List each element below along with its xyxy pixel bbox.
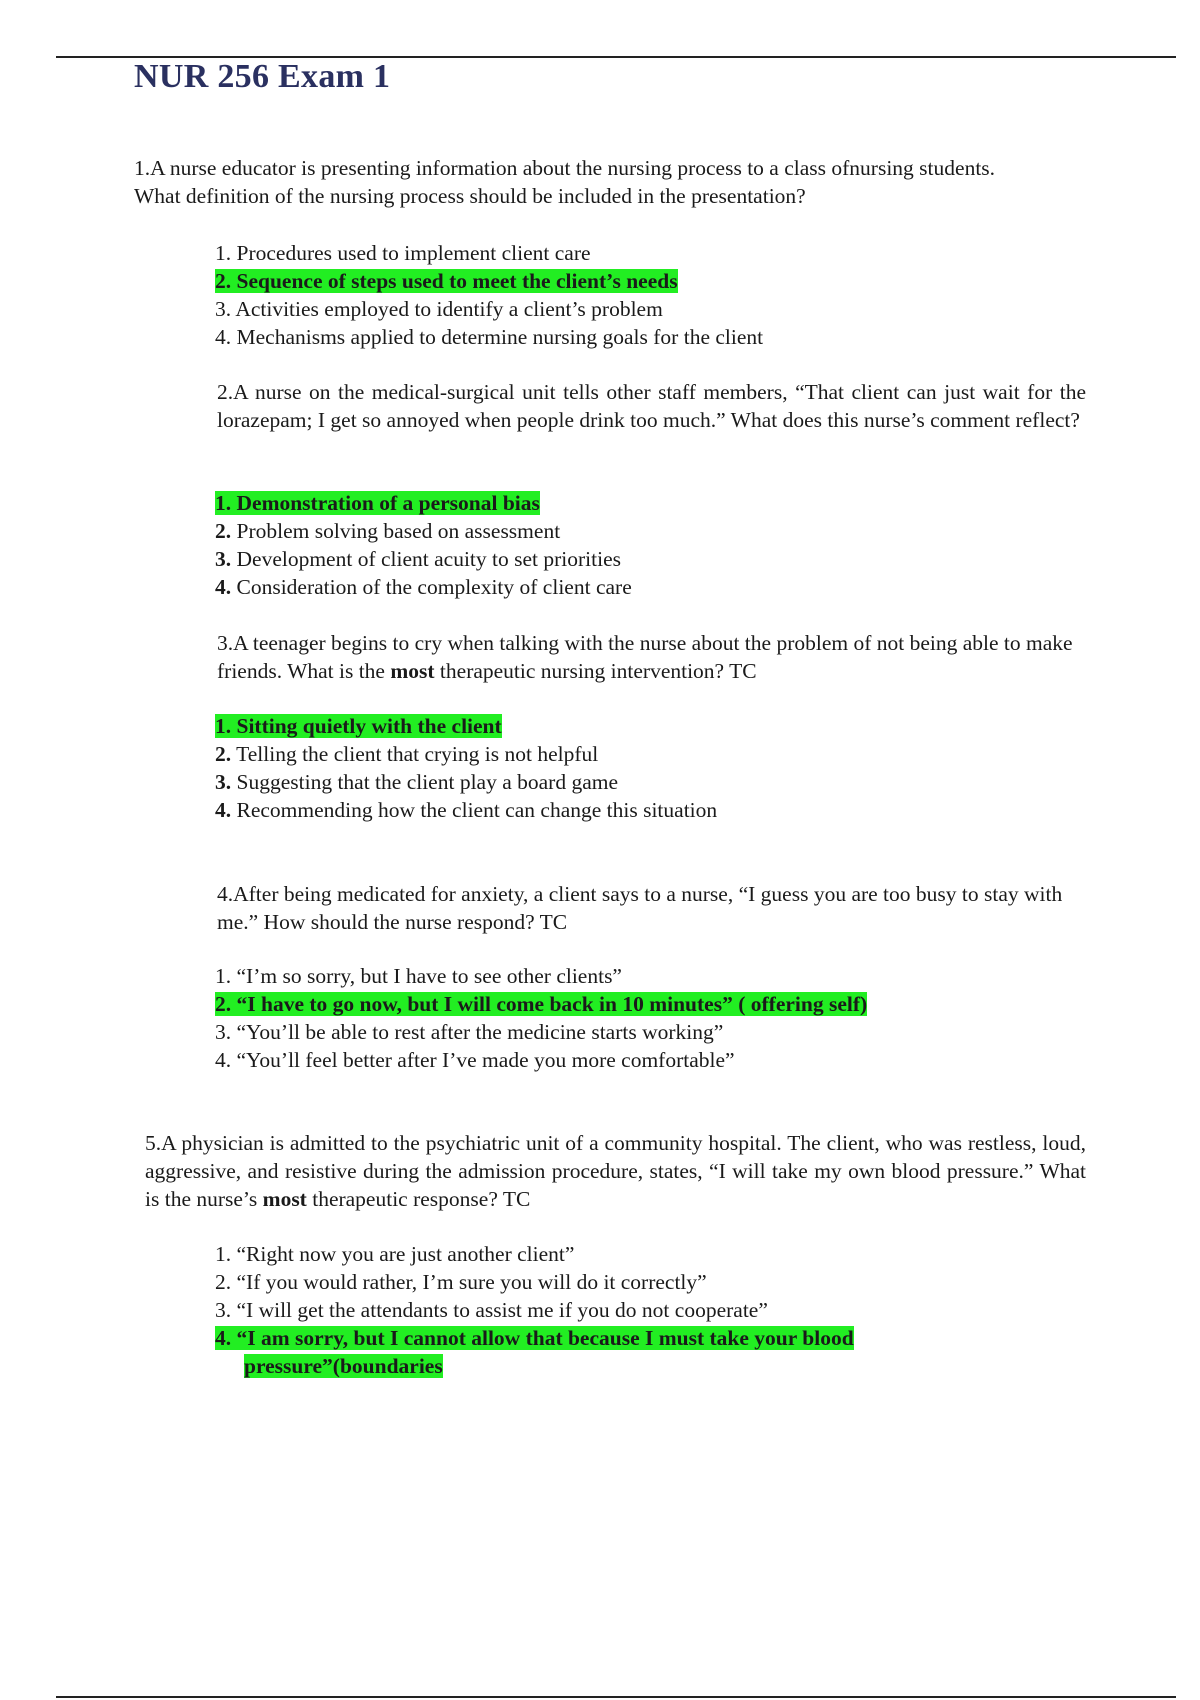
question-4-options — [215, 962, 867, 1074]
option-3: 3. “You’ll be able to rest after the medicine starts working” — [215, 1020, 724, 1044]
option-4: 4. Mechanisms applied to determine nursing goals for the client — [215, 325, 764, 349]
option-4-correct: 4. “I am sorry, but I cannot allow that because I must take your blood pressure”(boundaries — [215, 1326, 854, 1378]
option-3: 3. “I will get the attendants to assist me if you do not cooperate” — [215, 1298, 768, 1322]
question-3-text: 3.A teenager begins to cry when talking with the nurse about the problem of not being able to make friends. What is the most therapeutic nursing intervention? TC — [217, 631, 1073, 683]
option-4: 4. Recommending how the client can change this situation — [215, 798, 718, 822]
question-5-options — [215, 1240, 854, 1380]
question-1-text: 1.A nurse educator is presenting information about the nursing process to a class ofnursing students. What definition of the nursing process should be included in the presentation? — [134, 156, 996, 208]
option-2-correct: 2. Sequence of steps used to meet the client’s needs — [215, 269, 678, 293]
question-4-text: 4.After being medicated for anxiety, a client says to a nurse, “I guess you are too busy to stay with me.” How should the nurse respond? TC — [217, 882, 1063, 934]
question-2-text: 2.A nurse on the medical-surgical unit tells other staff members, “That client can just wait for the lorazepam; I get so annoyed when people drink too much.” What does this nurse’s comment reflect? — [217, 380, 1086, 432]
option-2: 2. Telling the client that crying is not helpful — [215, 742, 599, 766]
question-3-options — [215, 712, 717, 824]
option-3: 3. Suggesting that the client play a board game — [215, 770, 619, 794]
option-3: 3. Activities employed to identify a client’s problem — [215, 297, 663, 321]
option-1-correct: 1. Sitting quietly with the client — [215, 714, 502, 738]
question-2-options — [215, 489, 632, 601]
option-3: 3. Development of client acuity to set priorities — [215, 547, 622, 571]
option-2: 2. “If you would rather, I’m sure you will do it correctly” — [215, 1270, 707, 1294]
question-5-text: 5.A physician is admitted to the psychiatric unit of a community hospital. The client, who was restless, loud, aggressive, and resistive during the admission procedure, states, “I will take my own blood pressure.” What is the nurse’s most therapeutic response? TC — [145, 1131, 1086, 1211]
option-4: 4. “You’ll feel better after I’ve made you more comfortable” — [215, 1048, 735, 1072]
option-2: 2. Problem solving based on assessment — [215, 519, 561, 543]
bottom-rule — [56, 1696, 1176, 1698]
option-1: 1. Procedures used to implement client care — [215, 241, 591, 265]
option-1: 1. “Right now you are just another client” — [215, 1242, 575, 1266]
option-1: 1. “I’m so sorry, but I have to see other clients” — [215, 964, 622, 988]
option-2-correct: 2. “I have to go now, but I will come back in 10 minutes” ( offering self) — [215, 992, 868, 1016]
option-1-correct: 1. Demonstration of a personal bias — [215, 491, 540, 515]
page-title: NUR 256 Exam 1 — [134, 58, 391, 95]
option-4: 4. Consideration of the complexity of client care — [215, 575, 632, 599]
question-1-options — [215, 239, 763, 351]
